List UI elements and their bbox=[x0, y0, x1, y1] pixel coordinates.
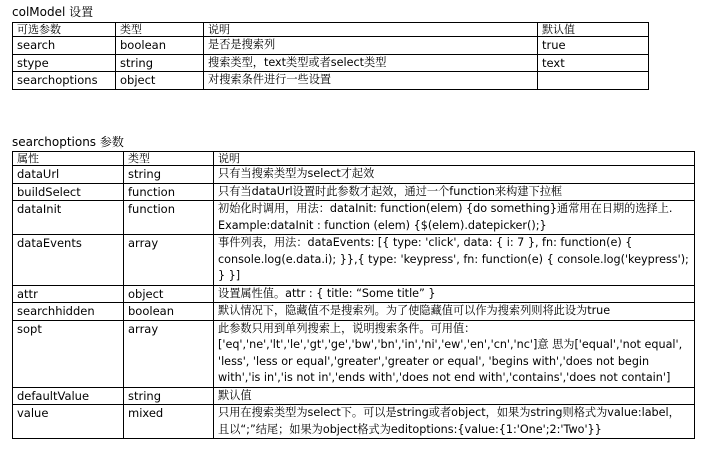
attr-type: boolean bbox=[124, 303, 214, 321]
param-type: boolean bbox=[116, 37, 204, 55]
table-row bbox=[13, 201, 695, 235]
attr-name: dataEvents bbox=[13, 235, 124, 286]
attr-type: mixed bbox=[124, 405, 214, 439]
attr-desc: 初始化时调用，用法：dataInit: function(elem) {do something}通常用在日期的选择上. Example:dataInit : function (elem) {$(elem).datepicker();} bbox=[214, 201, 695, 235]
colmodel-table bbox=[12, 22, 649, 90]
attr-name: value bbox=[13, 405, 124, 439]
param-desc: 搜索类型，text类型或者select类型 bbox=[204, 54, 538, 72]
attr-name: attr bbox=[13, 285, 124, 303]
attr-name: defaultValue bbox=[13, 387, 124, 405]
attr-name: searchhidden bbox=[13, 303, 124, 321]
attr-type: object bbox=[124, 285, 214, 303]
param-desc: 对搜索条件进行一些设置 bbox=[204, 72, 538, 90]
param-default: true bbox=[538, 37, 649, 55]
attr-desc: 只有当搜索类型为select才起效 bbox=[214, 166, 695, 184]
attr-type: string bbox=[124, 387, 214, 405]
attr-desc: 只有当dataUrl设置时此参数才起效，通过一个function来构建下拉框 bbox=[214, 183, 695, 201]
table-header-row bbox=[13, 23, 649, 37]
attr-type: string bbox=[124, 166, 214, 184]
attr-desc: 只用在搜索类型为select下。可以是string或者object，如果为string则格式为value:label，且以“;”结尾；如果为object格式为editoptions:{value:{1:'One';2:'Two'}} bbox=[214, 405, 695, 439]
attr-name: dataInit bbox=[13, 201, 124, 235]
table-row bbox=[13, 387, 695, 405]
table-row bbox=[13, 183, 695, 201]
table-row bbox=[13, 72, 649, 90]
column-header: 类型 bbox=[116, 23, 204, 37]
attr-type: function bbox=[124, 183, 214, 201]
attr-desc: 设置属性值。attr : { title: “Some title” } bbox=[214, 285, 695, 303]
column-header: 说明 bbox=[204, 23, 538, 37]
attr-name: dataUrl bbox=[13, 166, 124, 184]
table-row bbox=[13, 54, 649, 72]
table-row bbox=[13, 320, 695, 387]
searchoptions-table bbox=[12, 151, 695, 439]
param-name: searchoptions bbox=[13, 72, 116, 90]
param-name: search bbox=[13, 37, 116, 55]
searchoptions-section-title: searchoptions 参数 bbox=[12, 135, 124, 149]
column-header: 属性 bbox=[13, 152, 124, 166]
column-header: 类型 bbox=[124, 152, 214, 166]
attr-desc: 默认值 bbox=[214, 387, 695, 405]
colmodel-section-title: colModel 设置 bbox=[12, 5, 94, 19]
attr-desc: 事件列表，用法：dataEvents: [{ type: 'click', data: { i: 7 }, fn: function(e) { console.log(e.data.i); }},{ type: 'keypress', fn: function(e) { console.log('keypress'); } }] bbox=[214, 235, 695, 286]
param-type: object bbox=[116, 72, 204, 90]
attr-desc: 默认情况下，隐藏值不是搜索列。为了使隐藏值可以作为搜索列则将此设为true bbox=[214, 303, 695, 321]
table-row bbox=[13, 405, 695, 439]
column-header: 默认值 bbox=[538, 23, 649, 37]
table-header-row bbox=[13, 152, 695, 166]
param-type: string bbox=[116, 54, 204, 72]
param-default bbox=[538, 72, 649, 90]
param-name: stype bbox=[13, 54, 116, 72]
attr-type: array bbox=[124, 235, 214, 286]
attr-type: function bbox=[124, 201, 214, 235]
attr-name: buildSelect bbox=[13, 183, 124, 201]
attr-name: sopt bbox=[13, 320, 124, 387]
attr-type: array bbox=[124, 320, 214, 387]
attr-desc: 此参数只用到单列搜索上，说明搜索条件。可用值：['eq','ne','lt','le','gt','ge','bw','bn','in','ni','ew','en','cn','nc']意 思为['equal','not equal', 'less', 'less or equal','greater','greater or equal', 'begins with','does not begin with','is in','is not in','ends with','does not end with','contains','does not contain'] bbox=[214, 320, 695, 387]
param-desc: 是否是搜索列 bbox=[204, 37, 538, 55]
table-row bbox=[13, 235, 695, 286]
table-row bbox=[13, 166, 695, 184]
table-row bbox=[13, 285, 695, 303]
table-row bbox=[13, 37, 649, 55]
column-header: 可选参数 bbox=[13, 23, 116, 37]
column-header: 说明 bbox=[214, 152, 695, 166]
table-row bbox=[13, 303, 695, 321]
param-default: text bbox=[538, 54, 649, 72]
